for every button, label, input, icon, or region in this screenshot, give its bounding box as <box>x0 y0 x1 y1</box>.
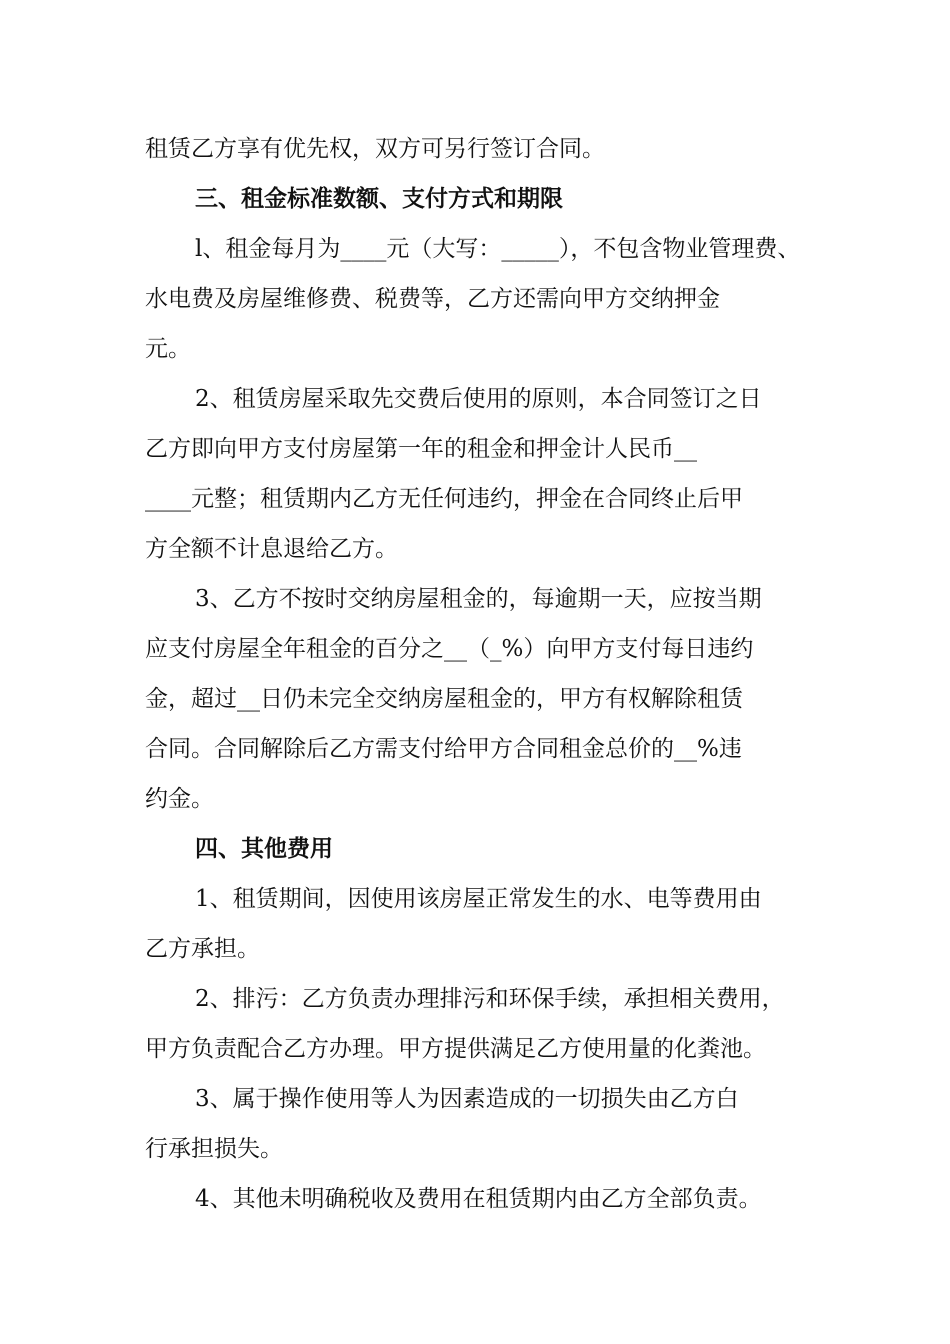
paragraph-line: 甲方负责配合乙方办理。甲方提供满足乙方使用量的化粪池。 <box>145 1036 766 1062</box>
paragraph-line: 乙方承担。 <box>145 936 260 962</box>
paragraph-line: 2、排污：乙方负责办理排污和环保手续，承担相关费用， <box>195 986 785 1012</box>
section-heading-other-fees: 四、其他费用 <box>195 836 333 862</box>
section-heading-rent: 三、租金标准数额、支付方式和期限 <box>195 186 563 212</box>
paragraph-line: 3、乙方不按时交纳房屋租金的，每逾期一天，应按当期 <box>195 586 762 612</box>
paragraph-line: 元。 <box>145 336 191 362</box>
paragraph-line: 4、其他未明确税收及费用在租赁期内由乙方全部负责。 <box>195 1186 762 1212</box>
paragraph-line: 3、属于操作使用等人为因素造成的一切损失由乙方白 <box>195 1086 739 1112</box>
paragraph-line: 租赁乙方享有优先权，双方可另行签订合同。 <box>145 136 605 162</box>
paragraph-line: 合同。合同解除后乙方需支付给甲方合同租金总价的__%违 <box>145 736 742 762</box>
paragraph-line: 应支付房屋全年租金的百分之__（_%）向甲方支付每日违约 <box>145 636 754 662</box>
document-body <box>145 124 815 1224</box>
paragraph-line: 行承担损失。 <box>145 1136 283 1162</box>
paragraph-line: 方全额不计息退给乙方。 <box>145 536 398 562</box>
paragraph-line: 金，超过__日仍未完全交纳房屋租金的，甲方有权解除租赁 <box>145 686 743 712</box>
paragraph-line: ____元整；租赁期内乙方无任何违约，押金在合同终止后甲 <box>145 486 743 512</box>
paragraph-line: 乙方即向甲方支付房屋第一年的租金和押金计人民币__ <box>145 436 697 462</box>
paragraph-line: 约金。 <box>145 786 214 812</box>
paragraph-line: l、租金每月为____元（大写：_____），不包含物业管理费、 <box>195 236 801 262</box>
paragraph-line: 2、租赁房屋采取先交费后使用的原则，本合同签订之日 <box>195 386 762 412</box>
paragraph-line: 水电费及房屋维修费、税费等，乙方还需向甲方交纳押金 <box>145 286 720 312</box>
paragraph-line: 1、租赁期间，因使用该房屋正常发生的水、电等费用由 <box>195 886 762 912</box>
